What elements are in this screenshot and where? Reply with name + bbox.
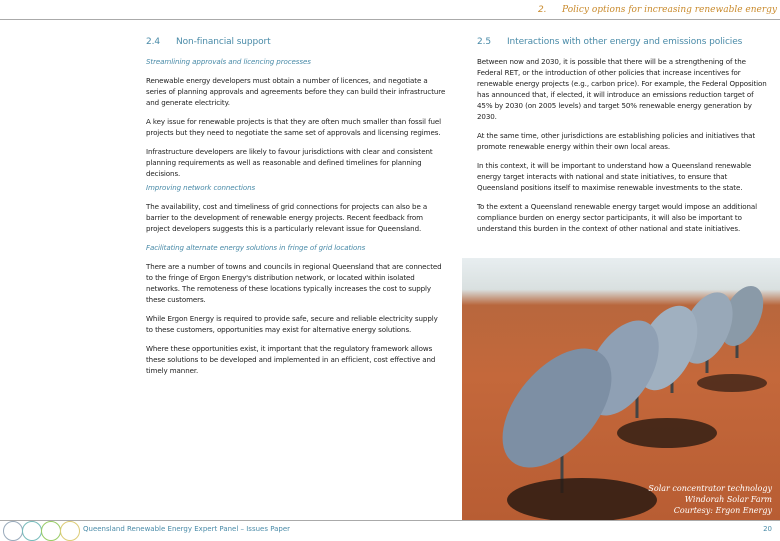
- section-title: Interactions with other energy and emissions policies: [507, 37, 743, 47]
- paragraph: In this context, it will be important to understand how a Queensland renewable energy target interacts with national and state initiatives, to ensure that Queensland positions itself to maximise renewable investments to the state.: [477, 161, 752, 192]
- logo-wind-icon: [3, 521, 23, 541]
- section-heading: [146, 37, 446, 48]
- paragraph: At the same time, other jurisdictions are establishing policies and initiatives that promote renewable energy within their own local areas.: [477, 131, 756, 151]
- logo-solar-icon: [22, 521, 42, 541]
- footer-title: Queensland Renewable Energy Expert Panel – Issues Paper: [83, 525, 291, 533]
- paragraph: Infrastructure developers are likely to favour jurisdictions with clear and consistent planning requirements as well as reasonable and defined timelines for planning decisions.: [146, 147, 433, 178]
- caption-line: Courtesy: Ergon Energy: [673, 506, 772, 515]
- section-number: 2.4: [146, 37, 161, 47]
- paragraph: A key issue for renewable projects is that they are often much smaller than fossil fuel projects but they need to negotiate the same set of approvals and licensing regimes.: [146, 117, 441, 137]
- paragraph: There are a number of towns and councils in regional Queensland that are connected to the fringe of Ergon Energy's distribution network, or located within isolated networks. The remoteness of these locations typically increases the cost to supply these customers.: [146, 262, 442, 304]
- caption-line: Windorah Solar Farm: [684, 495, 772, 504]
- paragraph: Between now and 2030, it is possible that there will be a strengthening of the Federal RET, or the introduction of other policies that increase incentives for renewable energy projects (e.g., carbon price). For example, the Federal Opposition has announced that, if elected, it will introduce an emissions reduction target of 45% by 2030 (on 2005 levels) and target 50% renewable energy generation by 2030.: [477, 57, 767, 121]
- paragraph: To the extent a Queensland renewable energy target would impose an additional compliance burden on energy sector participants, it will also be important to understand this burden in the context of other national and state initiatives.: [477, 202, 757, 233]
- right-column: [477, 37, 769, 242]
- page-header: [0, 0, 780, 20]
- solar-farm-photo: [462, 258, 780, 520]
- paragraph: The availability, cost and timeliness of grid connections for projects can also be a barrier to the development of renewable energy projects. Recent feedback from project developers suggests this is a particularly relevant issue for Queensland.: [146, 202, 428, 233]
- solar-dishes-illustration: [462, 258, 780, 520]
- subheading: Facilitating alternate energy solutions in fringe of grid locations: [146, 243, 366, 252]
- subheading: Streamlining approvals and licencing processes: [146, 57, 311, 66]
- paragraph: While Ergon Energy is required to provide safe, secure and reliable electricity supply to these customers, opportunities may exist for alternative energy solutions.: [146, 314, 438, 334]
- logo-sun-icon: [60, 521, 80, 541]
- paragraph: Renewable energy developers must obtain a number of licences, and negotiate a series of planning approvals and agreements before they can build their infrastructure and generate electricity.: [146, 76, 446, 107]
- left-column: [146, 37, 446, 384]
- section-heading: [477, 37, 769, 48]
- subheading: Improving network connections: [146, 183, 256, 192]
- logo-plant-icon: [41, 521, 61, 541]
- section-title: Non-financial support: [176, 37, 271, 47]
- paragraph: Where these opportunities exist, it important that the regulatory framework allows these solutions to be developed and implemented in an efficient, cost effective and timely manner.: [146, 344, 436, 375]
- chapter-number: 2.: [538, 5, 547, 15]
- section-number: 2.5: [477, 37, 492, 47]
- page-number: 20: [763, 525, 772, 533]
- chapter-title: Policy options for increasing renewable energy: [562, 5, 778, 15]
- caption-line: Solar concentrator technology: [648, 484, 772, 493]
- photo-caption: [648, 483, 772, 516]
